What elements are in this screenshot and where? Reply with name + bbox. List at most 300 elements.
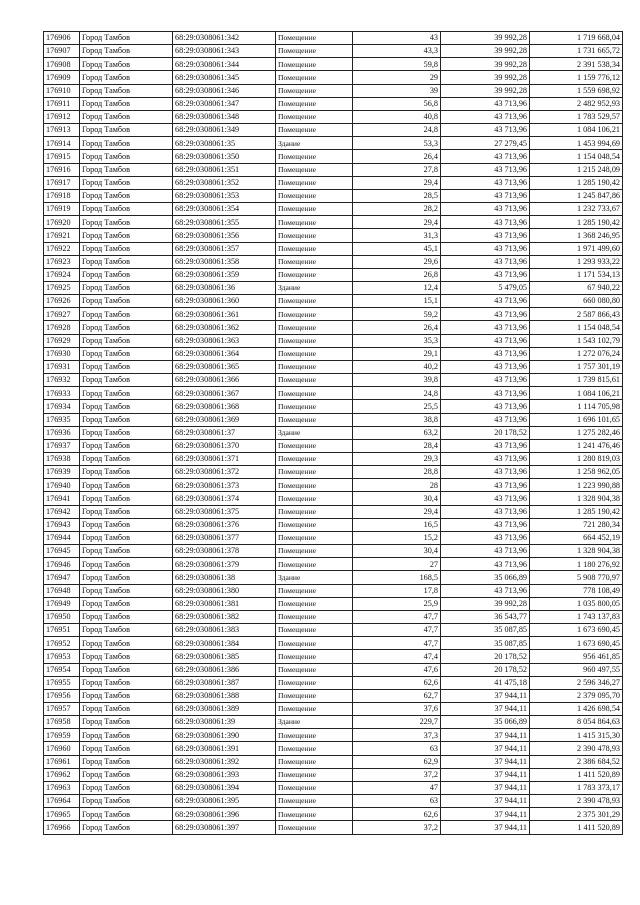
- cadastral-value-cell: 1 743 137,83: [530, 610, 623, 623]
- area-cell: 53,3: [353, 137, 441, 150]
- cadastral-value-cell: 1 258 962,05: [530, 466, 623, 479]
- locality-cell: Город Тамбов: [80, 650, 173, 663]
- table-row: [44, 742, 623, 755]
- specific-value-cell: 20 178,52: [441, 426, 530, 439]
- locality-cell: Город Тамбов: [80, 137, 173, 150]
- cadastral-number-cell: 68:29:0308061:372: [173, 466, 276, 479]
- cadastral-number-cell: 68:29:0308061:39: [173, 716, 276, 729]
- object-type-cell: Помещение: [276, 742, 353, 755]
- locality-cell: Город Тамбов: [80, 321, 173, 334]
- row-number-cell: 176921: [44, 229, 80, 242]
- cadastral-value-cell: 1 783 529,57: [530, 110, 623, 123]
- cadastral-value-cell: 1 731 665,72: [530, 45, 623, 58]
- object-type-cell: Помещение: [276, 295, 353, 308]
- locality-cell: Город Тамбов: [80, 110, 173, 123]
- cadastral-number-cell: 68:29:0308061:368: [173, 400, 276, 413]
- row-number-cell: 176927: [44, 308, 80, 321]
- row-number-cell: 176931: [44, 360, 80, 373]
- object-type-cell: Помещение: [276, 453, 353, 466]
- specific-value-cell: 41 475,18: [441, 676, 530, 689]
- specific-value-cell: 43 713,96: [441, 216, 530, 229]
- cadastral-value-cell: 2 390 478,93: [530, 795, 623, 808]
- row-number-cell: 176957: [44, 702, 80, 715]
- area-cell: 30,4: [353, 545, 441, 558]
- object-type-cell: Помещение: [276, 479, 353, 492]
- table-row: [44, 281, 623, 294]
- table-row: [44, 229, 623, 242]
- table-row: [44, 189, 623, 202]
- specific-value-cell: 43 713,96: [441, 531, 530, 544]
- cadastral-number-cell: 68:29:0308061:357: [173, 242, 276, 255]
- cadastral-number-cell: 68:29:0308061:362: [173, 321, 276, 334]
- locality-cell: Город Тамбов: [80, 821, 173, 834]
- specific-value-cell: 43 713,96: [441, 347, 530, 360]
- row-number-cell: 176938: [44, 453, 80, 466]
- row-number-cell: 176914: [44, 137, 80, 150]
- cadastral-value-cell: 1 232 733,67: [530, 203, 623, 216]
- specific-value-cell: 43 713,96: [441, 255, 530, 268]
- cadastral-value-cell: 1 673 690,45: [530, 624, 623, 637]
- specific-value-cell: 37 944,11: [441, 808, 530, 821]
- table-row: [44, 768, 623, 781]
- object-type-cell: Помещение: [276, 216, 353, 229]
- area-cell: 28,5: [353, 189, 441, 202]
- locality-cell: Город Тамбов: [80, 281, 173, 294]
- specific-value-cell: 43 713,96: [441, 189, 530, 202]
- cadastral-value-cell: 960 497,55: [530, 663, 623, 676]
- row-number-cell: 176936: [44, 426, 80, 439]
- object-type-cell: Помещение: [276, 795, 353, 808]
- row-number-cell: 176952: [44, 637, 80, 650]
- cadastral-number-cell: 68:29:0308061:387: [173, 676, 276, 689]
- cadastral-value-cell: 1 035 800,05: [530, 597, 623, 610]
- area-cell: 26,4: [353, 150, 441, 163]
- table-row: [44, 795, 623, 808]
- locality-cell: Город Тамбов: [80, 558, 173, 571]
- specific-value-cell: 43 713,96: [441, 545, 530, 558]
- specific-value-cell: 37 944,11: [441, 742, 530, 755]
- row-number-cell: 176947: [44, 571, 80, 584]
- row-number-cell: 176930: [44, 347, 80, 360]
- locality-cell: Город Тамбов: [80, 387, 173, 400]
- cadastral-value-cell: 8 054 864,63: [530, 716, 623, 729]
- table-row: [44, 124, 623, 137]
- cadastral-number-cell: 68:29:0308061:349: [173, 124, 276, 137]
- row-number-cell: 176943: [44, 518, 80, 531]
- cadastral-value-cell: 1 543 102,79: [530, 334, 623, 347]
- specific-value-cell: 37 944,11: [441, 729, 530, 742]
- row-number-cell: 176960: [44, 742, 80, 755]
- specific-value-cell: 37 944,11: [441, 795, 530, 808]
- locality-cell: Город Тамбов: [80, 742, 173, 755]
- row-number-cell: 176961: [44, 755, 80, 768]
- row-number-cell: 176918: [44, 189, 80, 202]
- specific-value-cell: 43 713,96: [441, 229, 530, 242]
- object-type-cell: Помещение: [276, 729, 353, 742]
- locality-cell: Город Тамбов: [80, 124, 173, 137]
- row-number-cell: 176916: [44, 163, 80, 176]
- locality-cell: Город Тамбов: [80, 426, 173, 439]
- specific-value-cell: 43 713,96: [441, 334, 530, 347]
- cadastral-number-cell: 68:29:0308061:391: [173, 742, 276, 755]
- table-row: [44, 637, 623, 650]
- object-type-cell: Здание: [276, 137, 353, 150]
- object-type-cell: Помещение: [276, 689, 353, 702]
- specific-value-cell: 43 713,96: [441, 492, 530, 505]
- cadastral-value-cell: 1 084 106,21: [530, 124, 623, 137]
- object-type-cell: Помещение: [276, 124, 353, 137]
- cadastral-number-cell: 68:29:0308061:356: [173, 229, 276, 242]
- table-row: [44, 268, 623, 281]
- cadastral-number-cell: 68:29:0308061:393: [173, 768, 276, 781]
- table-row: [44, 71, 623, 84]
- specific-value-cell: 43 713,96: [441, 295, 530, 308]
- cadastral-value-cell: 1 696 101,65: [530, 413, 623, 426]
- specific-value-cell: 43 713,96: [441, 387, 530, 400]
- table-row: [44, 426, 623, 439]
- row-number-cell: 176946: [44, 558, 80, 571]
- cadastral-value-cell: 1 783 373,17: [530, 781, 623, 794]
- locality-cell: Город Тамбов: [80, 505, 173, 518]
- locality-cell: Город Тамбов: [80, 374, 173, 387]
- object-type-cell: Помещение: [276, 558, 353, 571]
- table-row: [44, 413, 623, 426]
- row-number-cell: 176958: [44, 716, 80, 729]
- cadastral-number-cell: 68:29:0308061:383: [173, 624, 276, 637]
- table-row: [44, 610, 623, 623]
- object-type-cell: Помещение: [276, 163, 353, 176]
- table-row: [44, 216, 623, 229]
- cadastral-value-cell: 2 379 095,70: [530, 689, 623, 702]
- cadastral-value-cell: 1 275 282,46: [530, 426, 623, 439]
- locality-cell: Город Тамбов: [80, 84, 173, 97]
- row-number-cell: 176922: [44, 242, 80, 255]
- row-number-cell: 176937: [44, 439, 80, 452]
- row-number-cell: 176925: [44, 281, 80, 294]
- cadastral-number-cell: 68:29:0308061:397: [173, 821, 276, 834]
- cadastral-number-cell: 68:29:0308061:354: [173, 203, 276, 216]
- specific-value-cell: 39 992,28: [441, 45, 530, 58]
- row-number-cell: 176928: [44, 321, 80, 334]
- row-number-cell: 176954: [44, 663, 80, 676]
- row-number-cell: 176917: [44, 176, 80, 189]
- area-cell: 63: [353, 795, 441, 808]
- table-body: [44, 32, 623, 835]
- locality-cell: Город Тамбов: [80, 32, 173, 45]
- cadastral-value-cell: 1 757 301,19: [530, 360, 623, 373]
- table-row: [44, 716, 623, 729]
- area-cell: 59,8: [353, 58, 441, 71]
- row-number-cell: 176944: [44, 531, 80, 544]
- specific-value-cell: 39 992,28: [441, 58, 530, 71]
- cadastral-number-cell: 68:29:0308061:358: [173, 255, 276, 268]
- cadastral-number-cell: 68:29:0308061:353: [173, 189, 276, 202]
- cadastral-value-cell: 1 559 698,92: [530, 84, 623, 97]
- table-row: [44, 32, 623, 45]
- cadastral-value-cell: 1 285 190,42: [530, 176, 623, 189]
- row-number-cell: 176934: [44, 400, 80, 413]
- cadastral-number-cell: 68:29:0308061:37: [173, 426, 276, 439]
- area-cell: 25,9: [353, 597, 441, 610]
- specific-value-cell: 43 713,96: [441, 242, 530, 255]
- specific-value-cell: 43 713,96: [441, 466, 530, 479]
- locality-cell: Город Тамбов: [80, 768, 173, 781]
- area-cell: 37,2: [353, 768, 441, 781]
- area-cell: 43,3: [353, 45, 441, 58]
- row-number-cell: 176964: [44, 795, 80, 808]
- row-number-cell: 176912: [44, 110, 80, 123]
- object-type-cell: Помещение: [276, 308, 353, 321]
- row-number-cell: 176913: [44, 124, 80, 137]
- locality-cell: Город Тамбов: [80, 334, 173, 347]
- table-row: [44, 545, 623, 558]
- table-row: [44, 360, 623, 373]
- area-cell: 29,3: [353, 453, 441, 466]
- row-number-cell: 176956: [44, 689, 80, 702]
- cadastral-number-cell: 68:29:0308061:347: [173, 97, 276, 110]
- table-row: [44, 466, 623, 479]
- area-cell: 47,7: [353, 610, 441, 623]
- area-cell: 229,7: [353, 716, 441, 729]
- specific-value-cell: 39 992,28: [441, 32, 530, 45]
- table-row: [44, 729, 623, 742]
- specific-value-cell: 43 713,96: [441, 203, 530, 216]
- row-number-cell: 176939: [44, 466, 80, 479]
- area-cell: 47,7: [353, 624, 441, 637]
- object-type-cell: Помещение: [276, 45, 353, 58]
- area-cell: 28,4: [353, 439, 441, 452]
- specific-value-cell: 43 713,96: [441, 505, 530, 518]
- table-row: [44, 597, 623, 610]
- area-cell: 24,8: [353, 387, 441, 400]
- object-type-cell: Помещение: [276, 255, 353, 268]
- row-number-cell: 176945: [44, 545, 80, 558]
- area-cell: 27,8: [353, 163, 441, 176]
- specific-value-cell: 37 944,11: [441, 689, 530, 702]
- area-cell: 63,2: [353, 426, 441, 439]
- cadastral-value-cell: 956 461,85: [530, 650, 623, 663]
- object-type-cell: Помещение: [276, 492, 353, 505]
- specific-value-cell: 35 066,89: [441, 716, 530, 729]
- table-row: [44, 453, 623, 466]
- table-row: [44, 334, 623, 347]
- cadastral-value-cell: 1 154 048,54: [530, 321, 623, 334]
- object-type-cell: Помещение: [276, 229, 353, 242]
- table-row: [44, 492, 623, 505]
- area-cell: 59,2: [353, 308, 441, 321]
- cadastral-value-cell: 1 159 776,12: [530, 71, 623, 84]
- object-type-cell: Помещение: [276, 97, 353, 110]
- object-type-cell: Помещение: [276, 413, 353, 426]
- cadastral-number-cell: 68:29:0308061:365: [173, 360, 276, 373]
- table-row: [44, 531, 623, 544]
- row-number-cell: 176955: [44, 676, 80, 689]
- cadastral-value-cell: 2 386 684,52: [530, 755, 623, 768]
- cadastral-number-cell: 68:29:0308061:370: [173, 439, 276, 452]
- locality-cell: Город Тамбов: [80, 597, 173, 610]
- locality-cell: Город Тамбов: [80, 97, 173, 110]
- cadastral-number-cell: 68:29:0308061:35: [173, 137, 276, 150]
- cadastral-number-cell: 68:29:0308061:366: [173, 374, 276, 387]
- cadastral-value-cell: 1 180 276,92: [530, 558, 623, 571]
- cadastral-value-cell: 1 280 819,03: [530, 453, 623, 466]
- area-cell: 47: [353, 781, 441, 794]
- specific-value-cell: 35 087,85: [441, 637, 530, 650]
- cadastral-number-cell: 68:29:0308061:342: [173, 32, 276, 45]
- object-type-cell: Помещение: [276, 242, 353, 255]
- locality-cell: Город Тамбов: [80, 308, 173, 321]
- object-type-cell: Помещение: [276, 781, 353, 794]
- object-type-cell: Помещение: [276, 755, 353, 768]
- specific-value-cell: 43 713,96: [441, 479, 530, 492]
- row-number-cell: 176963: [44, 781, 80, 794]
- cadastral-number-cell: 68:29:0308061:380: [173, 584, 276, 597]
- table-row: [44, 821, 623, 834]
- row-number-cell: 176942: [44, 505, 80, 518]
- cadastral-number-cell: 68:29:0308061:394: [173, 781, 276, 794]
- locality-cell: Город Тамбов: [80, 795, 173, 808]
- table-row: [44, 479, 623, 492]
- row-number-cell: 176926: [44, 295, 80, 308]
- area-cell: 15,1: [353, 295, 441, 308]
- cadastral-number-cell: 68:29:0308061:352: [173, 176, 276, 189]
- specific-value-cell: 43 713,96: [441, 268, 530, 281]
- row-number-cell: 176908: [44, 58, 80, 71]
- table-row: [44, 689, 623, 702]
- cadastral-value-cell: 2 482 952,93: [530, 97, 623, 110]
- locality-cell: Город Тамбов: [80, 637, 173, 650]
- area-cell: 56,8: [353, 97, 441, 110]
- object-type-cell: Помещение: [276, 650, 353, 663]
- cadastral-number-cell: 68:29:0308061:382: [173, 610, 276, 623]
- row-number-cell: 176949: [44, 597, 80, 610]
- cadastral-number-cell: 68:29:0308061:386: [173, 663, 276, 676]
- cadastral-number-cell: 68:29:0308061:363: [173, 334, 276, 347]
- object-type-cell: Помещение: [276, 32, 353, 45]
- row-number-cell: 176920: [44, 216, 80, 229]
- specific-value-cell: 37 944,11: [441, 781, 530, 794]
- area-cell: 26,8: [353, 268, 441, 281]
- specific-value-cell: 20 178,52: [441, 650, 530, 663]
- object-type-cell: Помещение: [276, 505, 353, 518]
- locality-cell: Город Тамбов: [80, 689, 173, 702]
- locality-cell: Город Тамбов: [80, 71, 173, 84]
- cadastral-value-cell: 778 108,49: [530, 584, 623, 597]
- table-row: [44, 374, 623, 387]
- locality-cell: Город Тамбов: [80, 716, 173, 729]
- table-row: [44, 808, 623, 821]
- row-number-cell: 176932: [44, 374, 80, 387]
- area-cell: 28,2: [353, 203, 441, 216]
- row-number-cell: 176929: [44, 334, 80, 347]
- area-cell: 37,2: [353, 821, 441, 834]
- cadastral-value-cell: 660 080,80: [530, 295, 623, 308]
- cadastral-value-cell: 1 241 476,46: [530, 439, 623, 452]
- cadastral-number-cell: 68:29:0308061:379: [173, 558, 276, 571]
- object-type-cell: Помещение: [276, 360, 353, 373]
- specific-value-cell: 43 713,96: [441, 360, 530, 373]
- object-type-cell: Помещение: [276, 176, 353, 189]
- object-type-cell: Помещение: [276, 624, 353, 637]
- table-row: [44, 663, 623, 676]
- object-type-cell: Помещение: [276, 334, 353, 347]
- locality-cell: Город Тамбов: [80, 571, 173, 584]
- object-type-cell: Помещение: [276, 84, 353, 97]
- cadastral-value-cell: 1 673 690,45: [530, 637, 623, 650]
- object-type-cell: Здание: [276, 571, 353, 584]
- cadastral-value-cell: 2 390 478,93: [530, 742, 623, 755]
- row-number-cell: 176909: [44, 71, 80, 84]
- cadastral-value-cell: 1 719 668,04: [530, 32, 623, 45]
- cadastral-value-cell: 1 411 520,89: [530, 768, 623, 781]
- specific-value-cell: 43 713,96: [441, 584, 530, 597]
- cadastral-number-cell: 68:29:0308061:36: [173, 281, 276, 294]
- table-row: [44, 58, 623, 71]
- row-number-cell: 176948: [44, 584, 80, 597]
- cadastral-number-cell: 68:29:0308061:377: [173, 531, 276, 544]
- object-type-cell: Помещение: [276, 676, 353, 689]
- table-row: [44, 518, 623, 531]
- locality-cell: Город Тамбов: [80, 479, 173, 492]
- table-row: [44, 624, 623, 637]
- cadastral-number-cell: 68:29:0308061:364: [173, 347, 276, 360]
- object-type-cell: Помещение: [276, 400, 353, 413]
- specific-value-cell: 35 066,89: [441, 571, 530, 584]
- object-type-cell: Помещение: [276, 808, 353, 821]
- cadastral-number-cell: 68:29:0308061:350: [173, 150, 276, 163]
- specific-value-cell: 43 713,96: [441, 97, 530, 110]
- locality-cell: Город Тамбов: [80, 360, 173, 373]
- area-cell: 15,2: [353, 531, 441, 544]
- specific-value-cell: 20 178,52: [441, 663, 530, 676]
- area-cell: 24,8: [353, 124, 441, 137]
- cadastral-number-cell: 68:29:0308061:351: [173, 163, 276, 176]
- table-row: [44, 97, 623, 110]
- locality-cell: Город Тамбов: [80, 492, 173, 505]
- cadastral-number-cell: 68:29:0308061:378: [173, 545, 276, 558]
- cadastral-value-cell: 1 245 847,86: [530, 189, 623, 202]
- cadastral-value-cell: 2 375 301,29: [530, 808, 623, 821]
- row-number-cell: 176906: [44, 32, 80, 45]
- object-type-cell: Помещение: [276, 203, 353, 216]
- area-cell: 27: [353, 558, 441, 571]
- row-number-cell: 176962: [44, 768, 80, 781]
- locality-cell: Город Тамбов: [80, 755, 173, 768]
- table-row: [44, 295, 623, 308]
- cadastral-value-cell: 2 391 538,34: [530, 58, 623, 71]
- locality-cell: Город Тамбов: [80, 781, 173, 794]
- table-row: [44, 558, 623, 571]
- table-row: [44, 242, 623, 255]
- area-cell: 29,6: [353, 255, 441, 268]
- table-row: [44, 137, 623, 150]
- cadastral-value-cell: 1 084 106,21: [530, 387, 623, 400]
- cadastral-value-cell: 1 171 534,13: [530, 268, 623, 281]
- object-type-cell: Помещение: [276, 321, 353, 334]
- row-number-cell: 176919: [44, 203, 80, 216]
- row-number-cell: 176950: [44, 610, 80, 623]
- area-cell: 47,6: [353, 663, 441, 676]
- locality-cell: Город Тамбов: [80, 189, 173, 202]
- object-type-cell: Помещение: [276, 189, 353, 202]
- cadastral-number-cell: 68:29:0308061:369: [173, 413, 276, 426]
- specific-value-cell: 43 713,96: [441, 400, 530, 413]
- locality-cell: Город Тамбов: [80, 676, 173, 689]
- table-row: [44, 255, 623, 268]
- area-cell: 12,4: [353, 281, 441, 294]
- area-cell: 62,7: [353, 689, 441, 702]
- locality-cell: Город Тамбов: [80, 229, 173, 242]
